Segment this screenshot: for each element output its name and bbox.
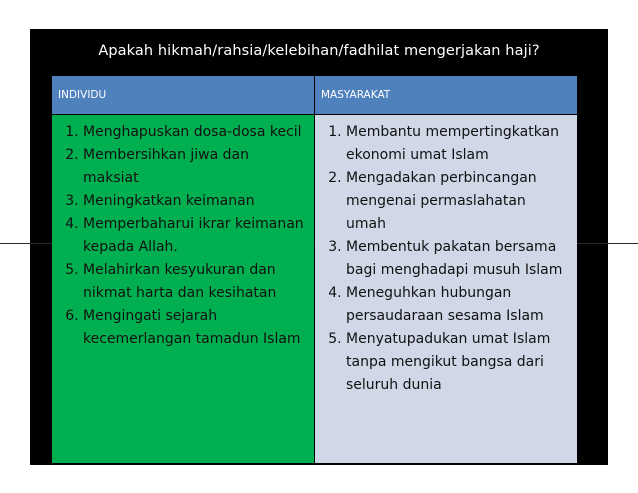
list-item: 2. Mengadakan perbincangan mengenai permaslahatan umah <box>346 167 569 236</box>
individu-cell <box>52 115 314 463</box>
list-item: 2. Membersihkan jiwa dan maksiat <box>83 144 306 190</box>
list-item: 4. Meneguhkan hubungan persaudaraan sesama Islam <box>346 282 569 328</box>
header-individu: INDIVIDU <box>52 76 314 114</box>
list-item: 4. Memperbaharui ikrar keimanan kepada Allah. <box>83 213 306 259</box>
list-item: 1. Menghapuskan dosa-dosa kecil <box>83 121 306 144</box>
masyarakat-list <box>315 121 569 397</box>
list-item: 5. Melahirkan kesyukuran dan nikmat harta dan kesihatan <box>83 259 306 305</box>
individu-list <box>52 121 306 351</box>
list-item: 5. Menyatupadukan umat Islam tanpa mengikut bangsa dari seluruh dunia <box>346 328 569 397</box>
list-item: 1. Membantu mempertingkatkan ekonomi umat Islam <box>346 121 569 167</box>
masyarakat-cell <box>315 115 577 463</box>
list-item: 3. Membentuk pakatan bersama bagi menghadapi musuh Islam <box>346 236 569 282</box>
slide-title: Apakah hikmah/rahsia/kelebihan/fadhilat mengerjakan haji? <box>98 43 540 59</box>
list-item: 3. Meningkatkan keimanan <box>83 190 306 213</box>
list-item: 6. Mengingati sejarah kecemerlangan tamadun Islam <box>83 305 306 351</box>
header-masyarakat: MASYARAKAT <box>315 76 577 114</box>
comparison-table <box>52 76 577 463</box>
